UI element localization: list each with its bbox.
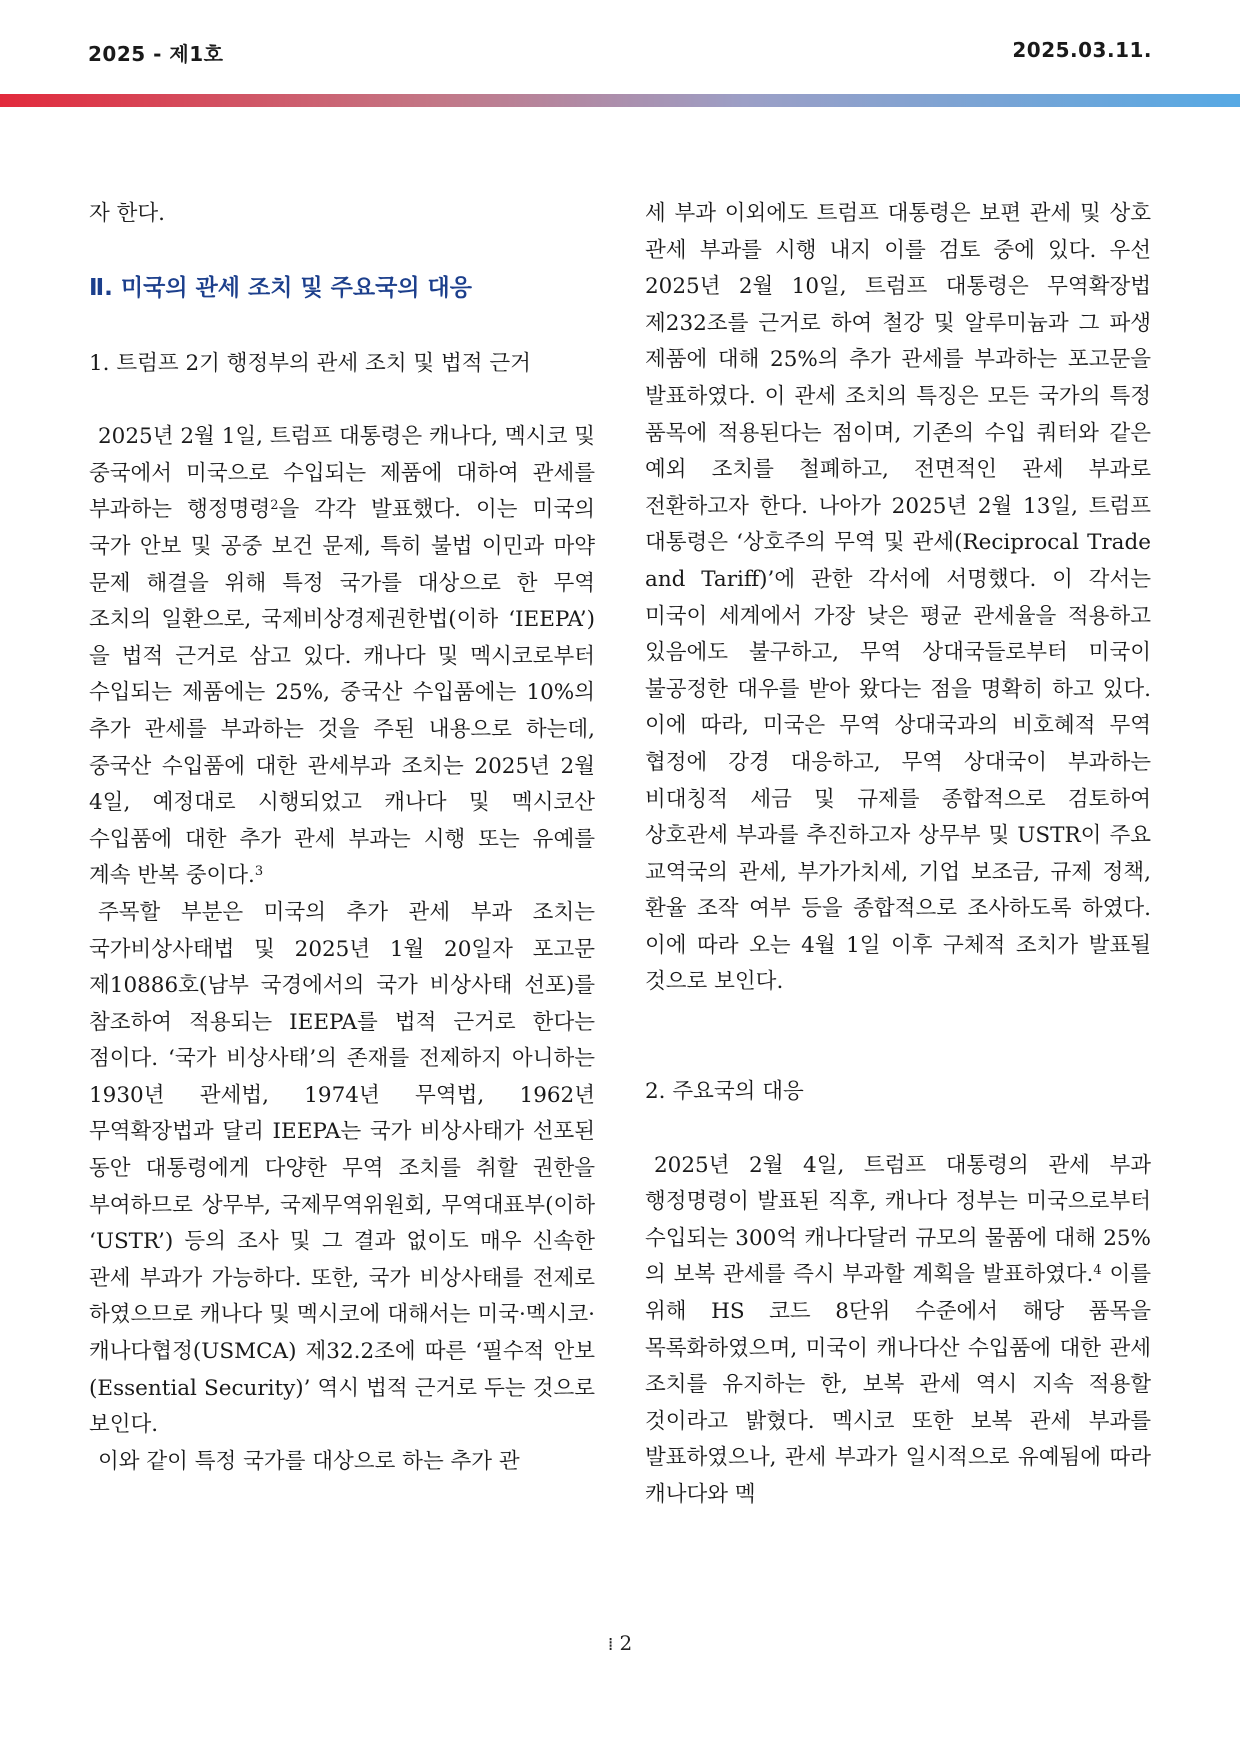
dots-icon: ⁞	[607, 1634, 614, 1655]
subsection-title-1: 1. 트럼프 2기 행정부의 관세 조치 및 법적 근거	[89, 350, 531, 376]
issue-number: 2025 - 제1호	[88, 42, 224, 66]
body-paragraph: 주목할 부분은 미국의 추가 관세 부과 조치는 국가비상사태법 및 2025년 1월 20일자 포고문 제10886호(남부 국경에서의 국가 비상사태 선포)를 참조하여 적용되는 IEEPA를 법적 근거로 한다는 점이다. ‘국가 비상사태’의 존재를 전제하지 아니하는 1930년 관세법, 1974년 무역법, 1962년 무역확장법과 달리 IEEPA는 국가 비상사태가 선포된 동안 대통령에게 다양한 무역 조치를 취할 권한을 부여하므로 상무부, 국제무역위원회, 무역대표부(이하 ‘USTR’) 등의 조사 및 그 결과 없이도 매우 신속한 관세 부과가 가능하다. 또한, 국가 비상사태를 전제로 하였으므로 캐나다 및 멕시코에 대해서는 미국·멕시코·캐나다협정(USMCA) 제32.2조에 따른 ‘필수적 안보(Essential Security)’ 역시 법적 근거로 두는 것으로 보인다.	[89, 899, 595, 1438]
footnote-ref-2[interactable]: 2	[270, 498, 279, 514]
body-paragraph: 2025년 2월 1일, 트럼프 대통령은 캐나다, 멕시코 및 중국에서 미국으로 수입되는 제품에 대하여 관세를 부과하는 행정명령$^2$을 각각 발표했다. 이는 미국의 국가 안보 및 공중 보건 문제, 특히 불법 이민과 마약 문제 해결을 위해 특정 국가를 대상으로 한 무역 조치의 일환으로, 국제비상경제권한법(이하 ‘IEEPA’)을 법적 근거로 삼고 있다. 캐나다 및 멕시코로부터 수입되는 제품에는 25%, 중국산 수입품에는 10%의 추가 관세를 부과하는 것을 주된 내용으로 하는데, 중국산 수입품에 대한 관세부과 조치는 2025년 2월 4일, 예정대로 시행되었고 캐나다 및 멕시코산 수입품에 대한 추가 관세 부과는 시행 또는 유예를 계속 반복 중이다.$^3$	[89, 424, 595, 889]
section-title: Ⅱ. 미국의 관세 조치 및 주요국의 대응	[89, 274, 472, 301]
header-gradient-bar	[0, 94, 1240, 107]
subsection-title-2: 2. 주요국의 대응	[645, 1079, 804, 1105]
body-paragraph: 세 부과 이외에도 트럼프 대통령은 보편 관세 및 상호 관세 부과를 시행 내지 이를 검토 중에 있다. 우선 2025년 2월 10일, 트럼프 대통령은 무역확장법 제232조를 근거로 하여 철강 및 알루미늄과 그 파생 제품에 대해 25%의 추가 관세를 부과하는 포고문을 발표하였다. 이 관세 조치의 특징은 모든 국가의 특정 품목에 적용된다는 점이며, 기존의 수입 쿼터와 같은 예외 조치를 철폐하고, 전면적인 관세 부과로 전환하고자 한다. 나아가 2025년 2월 13일, 트럼프 대통령은 ‘상호주의 무역 및 관세(Reciprocal Trade and Tariff)’에 관한 각서에 서명했다. 이 각서는 미국이 세계에서 가장 낮은 평균 관세율을 적용하고 있음에도 불구하고, 무역 상대국들로부터 미국이 불공정한 대우를 받아 왔다는 점을 명확히 하고 있다. 이에 따라, 미국은 무역 상대국과의 비호혜적 무역 협정에 강경 대응하고, 무역 상대국이 부과하는 비대칭적 세금 및 규제를 종합적으로 검토하여 상호관세 부과를 추진하고자 상무부 및 USTR이 주요 교역국의 관세, 부가가치세, 기업 보조금, 규제 정책, 환율 조작 여부 등을 종합적으로 조사하도록 하였다. 이에 따라 오는 4월 1일 이후 구체적 조치가 발표될 것으로 보인다.	[645, 201, 1151, 995]
footnote-ref-4[interactable]: 4	[1093, 1263, 1102, 1279]
left-column	[89, 196, 595, 1480]
page-number: 2	[619, 1631, 633, 1655]
continued-paragraph: 자 한다.	[89, 201, 165, 226]
page-footer	[0, 1631, 1240, 1655]
body-paragraph: 이와 같이 특정 국가를 대상으로 하는 추가 관	[98, 1448, 520, 1474]
footnote-ref-3[interactable]: 3	[254, 864, 264, 880]
body-paragraph: 2025년 2월 4일, 트럼프 대통령의 관세 부과 행정명령이 발표된 직후, 캐나다 정부는 미국으로부터 수입되는 300억 캐나다달러 규모의 물품에 대해 25%의 보복 관세를 즉시 부과할 계획을 발표하였다.$^4$ 이를 위해 HS 코드 8단위 수준에서 해당 품목을 목록화하였으며, 미국이 캐나다산 수입품에 대한 관세 조치를 유지하는 한, 보복 관세 역시 지속 적용할 것이라고 밝혔다. 멕시코 또한 보복 관세 부과를 발표하였으나, 관세 부과가 일시적으로 유예됨에 따라 캐나다와 멕	[645, 1152, 1151, 1507]
right-column	[645, 196, 1151, 1514]
issue-date: 2025.03.11.	[1012, 38, 1152, 62]
